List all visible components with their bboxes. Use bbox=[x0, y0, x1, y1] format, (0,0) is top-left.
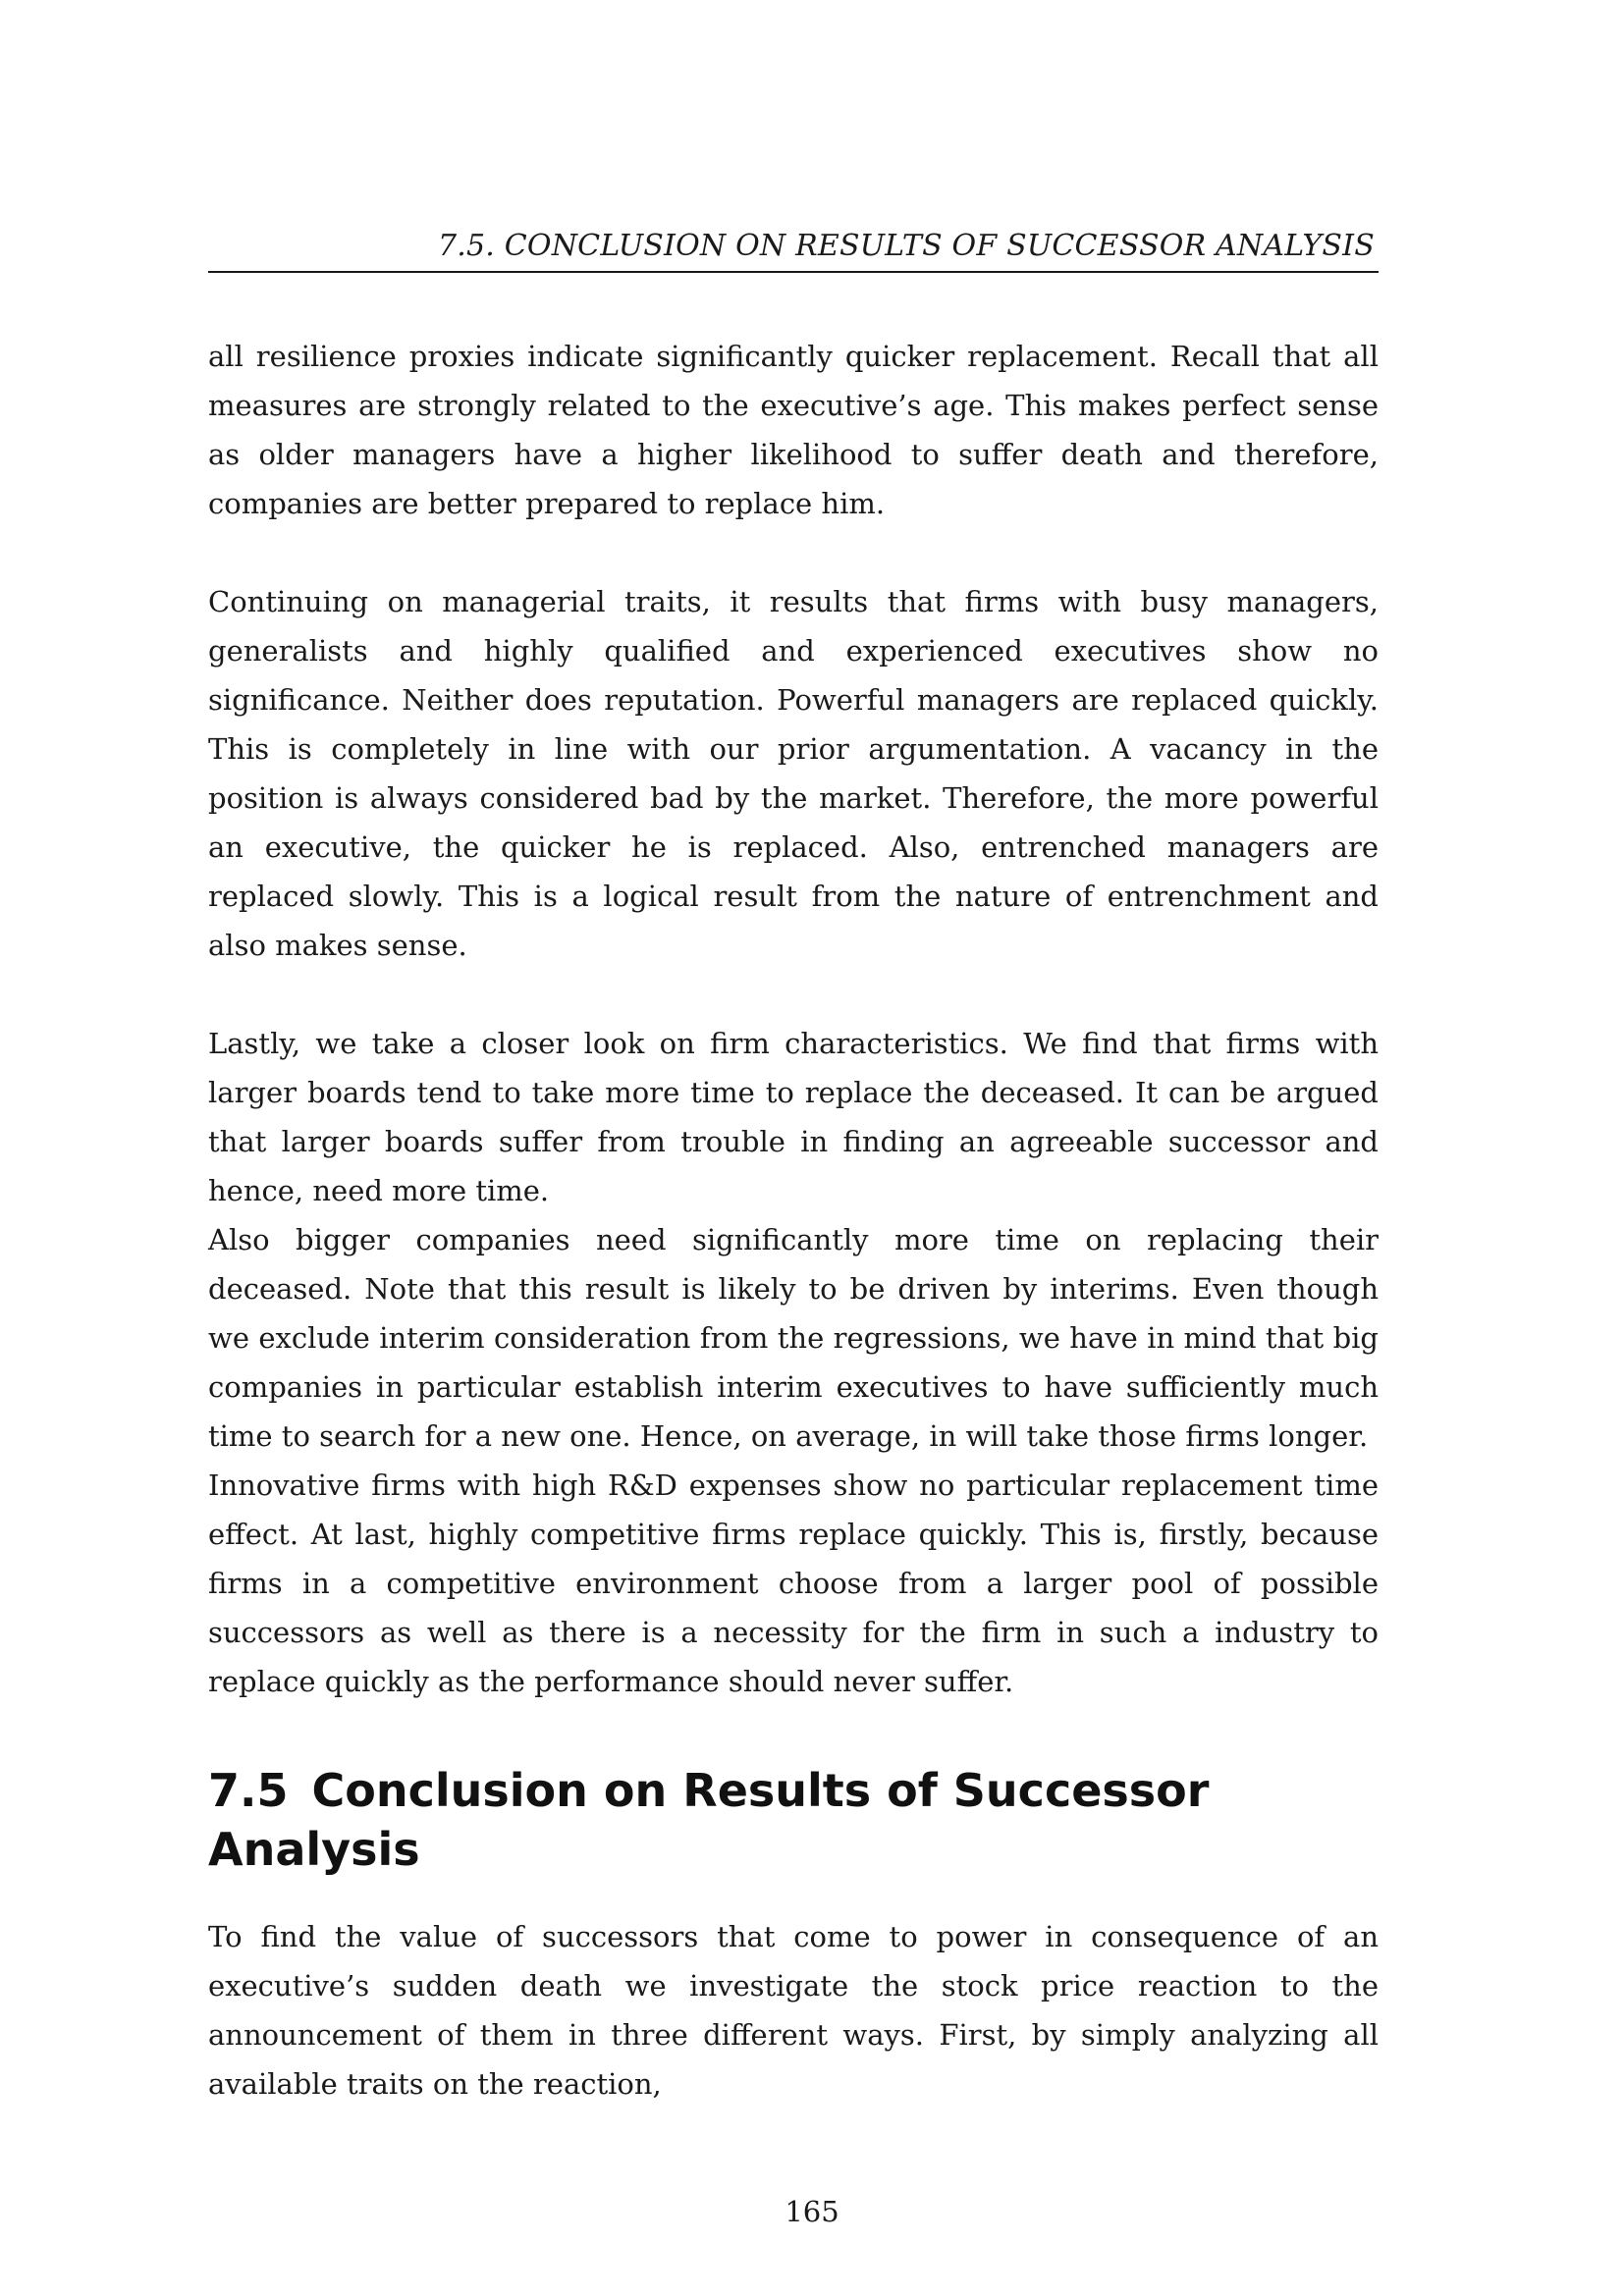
section-number: 7.5 bbox=[208, 1764, 289, 1817]
page-number: 165 bbox=[785, 2195, 839, 2228]
paragraph-resilience: all resilience proxies indicate significantly quicker replacement. Recall that all measures are strongly related to the executive’s age. This makes perfect sense as older managers have a higher likelihood to suffer death and therefore, companies are better prepared to replace him. bbox=[208, 340, 1379, 520]
paragraph-managerial-traits: Continuing on managerial traits, it results that firms with busy managers, generalists and highly qualified and experienced executives show no significance. Neither does reputation. Powerful managers are replaced quickly. This is completely in line with our prior argumentation. A vacancy in the position is always considered bad by the market. Therefore, the more powerful an executive, the quicker he is replaced. Also, entrenched managers are replaced slowly. This is a logical result from the nature of entrenchment and also makes sense. bbox=[208, 585, 1379, 962]
paragraph-company-size: Also bigger companies need significantly more time on replacing their deceased. Note that this result is likely to be driven by interims. Even though we exclude interim consideration from the regressions, we have in mind that big companies in particular establish interim executives to have sufficiently much time to search for a new one. Hence, on average, in will take those firms longer. bbox=[208, 1223, 1379, 1453]
body-text bbox=[208, 332, 1379, 2109]
paragraph-competition: Innovative firms with high R&D expenses show no particular replacement time effect. At last, highly competitive firms replace quickly. This is, firstly, because firms in a competitive environment choose from a larger pool of possible successors as well as there is a necessity for the firm in such a industry to replace quickly as the performance should never suffer. bbox=[208, 1468, 1379, 1698]
section-title: Conclusion on Results of Successor Analysis bbox=[208, 1764, 1210, 1876]
section-heading bbox=[208, 1761, 1379, 1879]
running-header: 7.5. CONCLUSION ON RESULTS OF SUCCESSOR ANALYSIS bbox=[208, 230, 1379, 273]
paragraph-successor-value: To find the value of successors that come to power in consequence of an executive’s sudden death we investigate the stock price reaction to the announcement of them in three different ways. First, by simply analyzing all available traits on the reaction, bbox=[208, 1920, 1379, 2101]
paragraph-firm-characteristics: Lastly, we take a closer look on firm characteristics. We find that firms with larger boards tend to take more time to replace the deceased. It can be argued that larger boards suffer from trouble in finding an agreeable successor and hence, need more time. bbox=[208, 1027, 1379, 1207]
